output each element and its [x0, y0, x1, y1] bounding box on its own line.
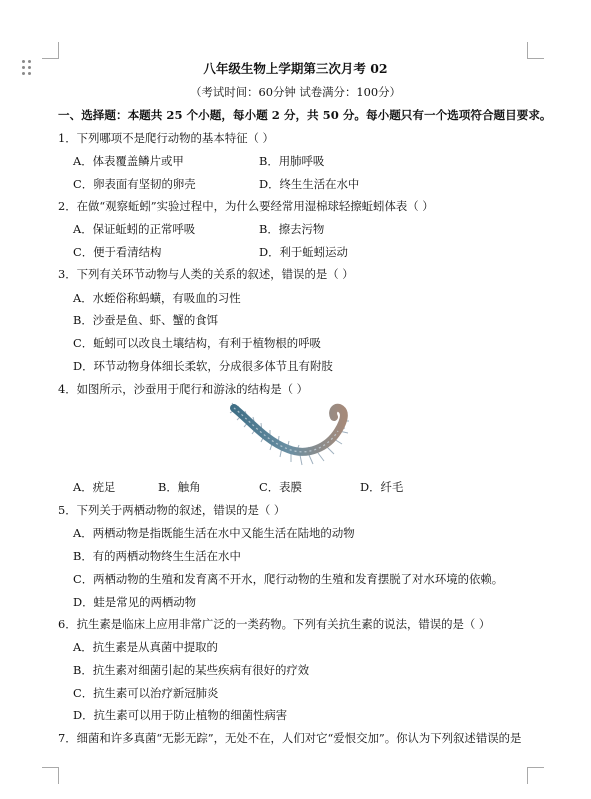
question-6-option-b: B．抗生素对细菌引起的某些疾病有很好的疗效 [73, 663, 310, 677]
question-1-option-d: D．终生生活在水中 [259, 177, 360, 191]
question-1-option-b: B．用肺呼吸 [259, 154, 325, 168]
question-5-option-c: C．两栖动物的生殖和发育离不开水，爬行动物的生殖和发育摆脱了对水环境的依赖。 [73, 572, 504, 586]
question-6-option-c: C．抗生素可以治疗新冠肺炎 [73, 686, 219, 700]
question-1-option-a: A．体表覆盖鳞片或甲 [73, 154, 184, 168]
question-2-option-a: A．保证蚯蚓的正常呼吸 [73, 222, 196, 236]
sandworm-figure [228, 401, 364, 475]
question-4-option-c: C．表膜 [259, 480, 302, 494]
exam-title: 八年级生物上学期第三次月考 02 [203, 61, 388, 76]
question-4-option-a: A．疣足 [73, 480, 116, 494]
question-2-option-d: D．利于蚯蚓运动 [259, 245, 348, 259]
crop-mark-top-right [527, 42, 544, 59]
question-5-option-b: B．有的两栖动物终生生活在水中 [73, 549, 241, 563]
crop-mark-bottom-right [527, 767, 544, 784]
question-5-option-a: A．两栖动物是指既能生活在水中又能生活在陆地的动物 [73, 526, 355, 540]
question-3-option-c: C．蚯蚓可以改良土壤结构，有利于植物根的呼吸 [73, 336, 321, 350]
section-heading: 一、选择题：本题共 25 个小题，每小题 2 分，共 50 分。每小题只有一个选项符合题目要求。 [58, 108, 552, 122]
question-3-option-d: D．环节动物身体细长柔软，分成很多体节且有附肢 [73, 359, 333, 373]
crop-mark-top-left [42, 42, 59, 59]
question-3-stem: 3．下列有关环节动物与人类的关系的叙述，错误的是（ ） [58, 267, 354, 281]
question-4-option-b: B．触角 [158, 480, 201, 494]
question-2-option-b: B．擦去污物 [259, 222, 325, 236]
question-6-stem: 6．抗生素是临床上应用非常广泛的一类药物。下列有关抗生素的说法，错误的是（ ） [58, 617, 491, 631]
question-6-option-a: A．抗生素是从真菌中提取的 [73, 640, 218, 654]
question-4-stem: 4．如图所示，沙蚕用于爬行和游泳的结构是（ ） [58, 382, 309, 396]
question-2-option-c: C．便于看清结构 [73, 245, 162, 259]
question-5-stem: 5．下列关于两栖动物的叙述，错误的是（ ） [58, 503, 286, 517]
exam-subtitle: （考试时间：60分钟 试卷满分：100分） [190, 85, 401, 99]
question-1-option-c: C．卵表面有坚韧的卵壳 [73, 177, 196, 191]
question-6-option-d: D．抗生素可以用于防止植物的细菌性病害 [73, 708, 288, 722]
question-4-option-d: D．纤毛 [360, 480, 404, 494]
question-1-stem: 1．下列哪项不是爬行动物的基本特征（ ） [58, 131, 274, 145]
question-3-option-a: A．水蛭俗称蚂蟥，有吸血的习性 [73, 291, 241, 305]
crop-mark-bottom-left [42, 767, 59, 784]
question-5-option-d: D．蛙是常见的两栖动物 [73, 595, 197, 609]
question-2-stem: 2．在做“观察蚯蚓”实验过程中，为什么要经常用湿棉球轻擦蚯蚓体表（ ） [58, 199, 434, 213]
question-3-option-b: B．沙蚕是鱼、虾、蟹的食饵 [73, 313, 219, 327]
question-7-stem: 7．细菌和许多真菌“无影无踪”，无处不在，人们对它“爱恨交加”。你认为下列叙述错误的是 [58, 731, 522, 745]
